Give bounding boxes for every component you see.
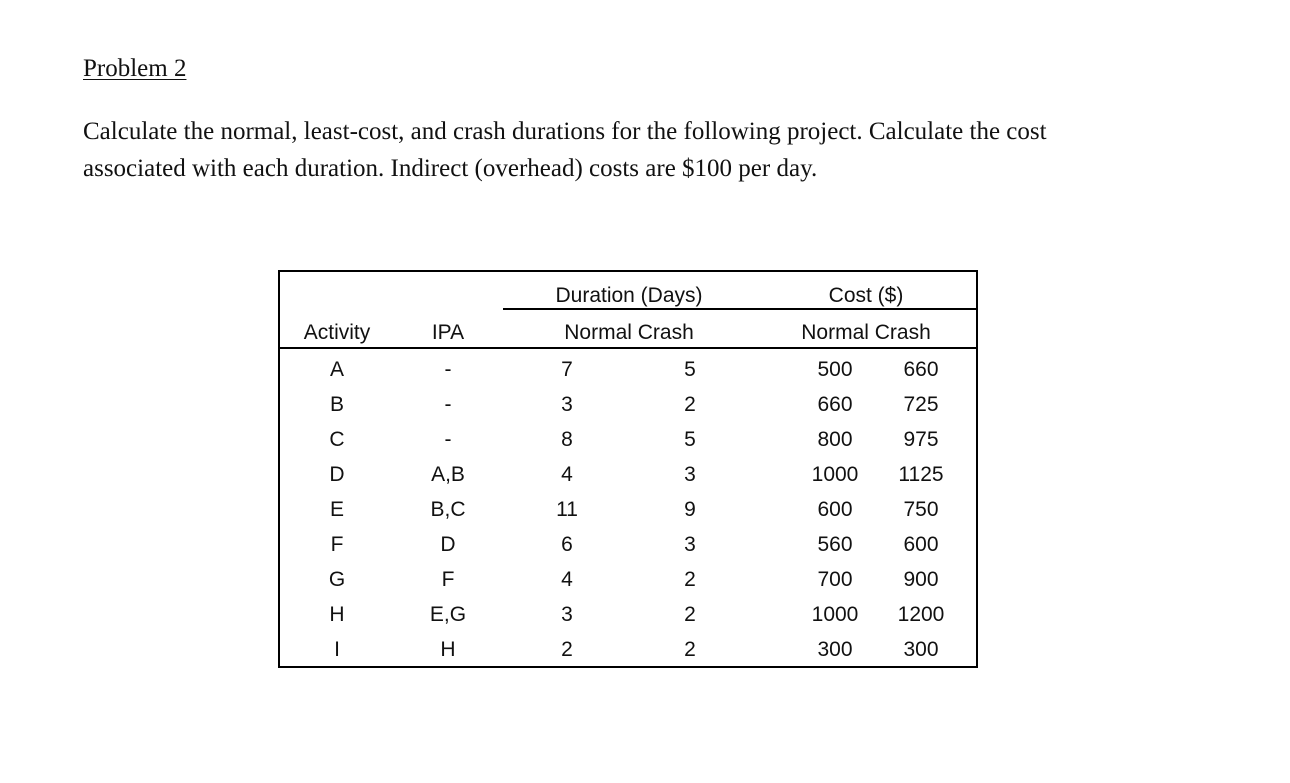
cell-ipa: A,B xyxy=(431,463,465,486)
cell-ipa: D xyxy=(440,533,456,556)
cell-cost-crash: 300 xyxy=(903,638,939,661)
cell-dur-normal: 6 xyxy=(561,533,573,556)
cell-dur-normal: 4 xyxy=(561,463,573,486)
ipa-column-header: IPA xyxy=(431,321,465,344)
duration-group-header: Duration (Days) xyxy=(555,284,703,307)
cell-activity: I xyxy=(334,638,340,661)
cell-cost-normal: 600 xyxy=(817,498,853,521)
cell-dur-crash: 5 xyxy=(684,428,696,451)
duration-normal-crash-header: Normal Crash xyxy=(564,321,694,344)
cell-cost-crash: 725 xyxy=(903,393,939,416)
prompt-line-2: associated with each duration. Indirect (overhead) costs are $100 per day. xyxy=(83,155,818,182)
cell-cost-crash: 1200 xyxy=(897,603,945,626)
cost-normal-crash-header: Normal Crash xyxy=(801,321,931,344)
cell-dur-crash: 9 xyxy=(684,498,696,521)
group-header-rule xyxy=(503,308,976,310)
cell-cost-crash: 1125 xyxy=(898,463,944,486)
cell-cost-crash: 660 xyxy=(903,358,939,381)
cell-cost-normal: 700 xyxy=(817,568,853,591)
cell-dur-normal: 4 xyxy=(561,568,573,591)
cell-dur-crash: 2 xyxy=(684,393,696,416)
cell-dur-crash: 2 xyxy=(684,603,696,626)
problem-prompt xyxy=(83,113,1223,187)
cell-activity: B xyxy=(329,393,345,416)
cell-activity: G xyxy=(328,568,346,591)
cell-dur-normal: 3 xyxy=(561,603,573,626)
cost-group-header: Cost ($) xyxy=(828,284,904,307)
cell-ipa: H xyxy=(440,638,456,661)
cell-cost-normal: 1000 xyxy=(811,463,859,486)
cell-ipa: B,C xyxy=(430,498,466,521)
cell-dur-normal: 7 xyxy=(561,358,573,381)
cell-cost-crash: 600 xyxy=(903,533,939,556)
cell-cost-crash: 975 xyxy=(903,428,939,451)
cell-cost-crash: 900 xyxy=(903,568,939,591)
cell-cost-normal: 560 xyxy=(817,533,853,556)
cell-dur-crash: 3 xyxy=(684,533,696,556)
cell-dur-crash: 3 xyxy=(684,463,696,486)
cell-ipa: - xyxy=(444,393,452,416)
cell-ipa: F xyxy=(441,568,455,591)
cell-ipa: - xyxy=(444,358,452,381)
cell-activity: A xyxy=(329,358,345,381)
activity-column-header: Activity xyxy=(303,321,371,344)
cell-activity: C xyxy=(329,428,345,451)
cell-cost-crash: 750 xyxy=(903,498,939,521)
cell-activity: F xyxy=(330,533,344,556)
cell-ipa: E,G xyxy=(429,603,467,626)
problem-heading: Problem 2 xyxy=(83,55,187,82)
cell-cost-normal: 660 xyxy=(817,393,853,416)
cell-activity: E xyxy=(329,498,345,521)
prompt-line-1: Calculate the normal, least-cost, and crash durations for the following project. Calculate the cost xyxy=(83,118,1047,145)
cell-cost-normal: 800 xyxy=(817,428,853,451)
cell-ipa: - xyxy=(444,428,452,451)
cell-dur-normal: 3 xyxy=(561,393,573,416)
header-rule xyxy=(280,347,976,349)
cell-dur-crash: 2 xyxy=(684,568,696,591)
cell-dur-normal: 2 xyxy=(561,638,573,661)
cell-cost-normal: 1000 xyxy=(811,603,859,626)
cell-dur-normal: 11 xyxy=(556,498,578,521)
cell-activity: H xyxy=(329,603,345,626)
cell-dur-crash: 2 xyxy=(684,638,696,661)
cell-dur-normal: 8 xyxy=(561,428,573,451)
activity-table xyxy=(278,270,978,668)
cell-cost-normal: 500 xyxy=(817,358,853,381)
cell-activity: D xyxy=(329,463,345,486)
cell-cost-normal: 300 xyxy=(817,638,853,661)
cell-dur-crash: 5 xyxy=(684,358,696,381)
